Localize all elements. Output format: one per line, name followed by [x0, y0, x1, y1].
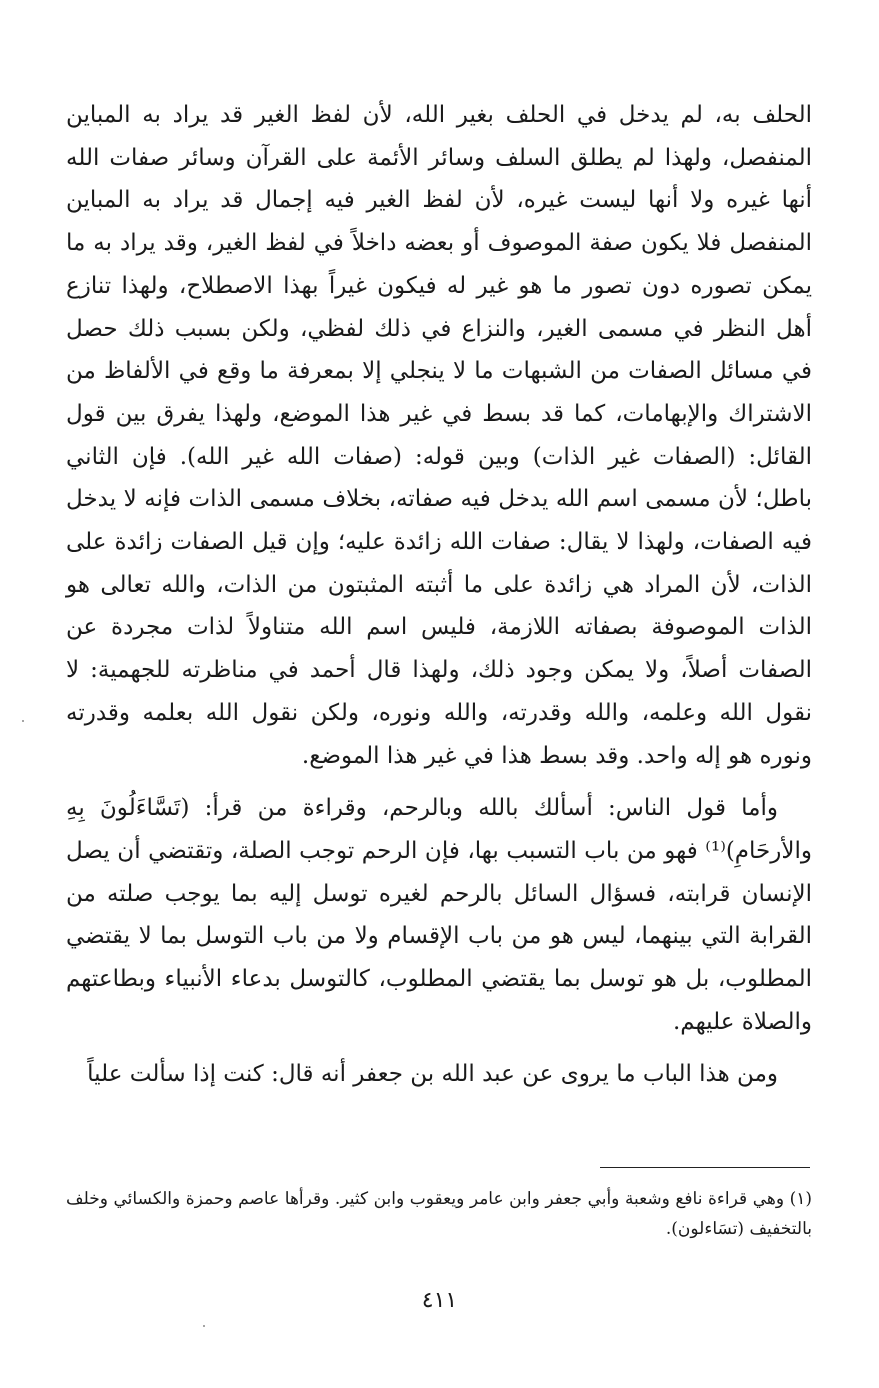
footnote-1: (١) وهي قراءة نافع وشعبة وأبي جعفر وابن عامر ويعقوب وابن كثير. وقرأها عاصم وحمزة والكسائي وخلف بالتخفيف (تسَاءلون). [66, 1189, 812, 1239]
paragraph-1: الحلف به، لم يدخل في الحلف بغير الله، لأن لفظ الغير قد يراد به المباين المنفصل، ولهذا لم يطلق السلف وسائر الأئمة على القرآن وسائر صفات الله أنها غيره ولا أنها ليست غيره، لأن لفظ الغير فيه إجمال قد يراد به المباين المنفصل فلا يكون صفة الموصوف أو بعضه داخلاً في لفظ الغير، وقد يراد به ما يمكن تصوره دون تصور ما هو غير له فيكون غيراً بهذا الاصطلاح، ولهذا تنازع أهل النظر في مسمى الغير، والنزاع في ذلك لفظي، ولكن بسبب ذلك حصل في مسائل الصفات من الشبهات ما لا ينجلي إلا بمعرفة ما وقع في الألفاظ من الاشتراك والإبهامات، كما قد بسط في غير هذا الموضع، ولهذا يفرق بين قول القائل: (الصفات غير الذات) وبين قوله: (صفات الله غير الله). فإن الثاني باطل؛ لأن مسمى اسم الله يدخل فيه صفاته، بخلاف مسمى الذات فإنه لا يدخل فيه الصفات، ولهذا لا يقال: صفات الله زائدة عليه؛ وإن قيل الصفات زائدة على الذات، لأن المراد هي زائدة على ما أثبته المثبتون من الذات، والله تعالى هو الذات الموصوفة بصفاته اللازمة، فليس اسم الله متناولاً لذات مجردة عن الصفات أصلاً، ولا يمكن وجود ذلك، ولهذا قال أحمد في مناظرته للجهمية: لا نقول الله وعلمه، والله وقدرته، والله ونوره، ولكن نقول الله بعلمه وقدرته ونوره هو إله واحد. وقد بسط هذا في غير هذا الموضع. [66, 102, 812, 769]
scan-speck [203, 1325, 205, 1327]
paragraph-3: ومن هذا الباب ما يروى عن عبد الله بن جعفر أنه قال: كنت إذا سألت علياً [87, 1061, 778, 1088]
footnote [66, 1184, 812, 1244]
body-text [66, 94, 812, 1096]
page-number: ٤١١ [421, 1288, 458, 1313]
scan-speck [22, 720, 24, 722]
footnote-separator [600, 1167, 810, 1168]
paragraph-2: وأما قول الناس: أسألك بالله وبالرحم، وقراءة من قرأ: (تَسَّاءَلُونَ بِهِ والأرحَامِ)⁽¹⁾ فهو من باب التسبب بها، فإن الرحم توجب الصلة، وتقتضي أن يصل الإنسان قرابته، فسؤال السائل بالرحم لغيره توسل إليه بما يوجب صلته من القرابة التي بينهما، ليس هو من باب الإقسام ولا من باب التوسل بما لا يقتضي المطلوب، بل هو توسل بما يقتضي المطلوب، كالتوسل بدعاء الأنبياء وبطاعتهم والصلاة عليهم. [66, 795, 812, 1035]
